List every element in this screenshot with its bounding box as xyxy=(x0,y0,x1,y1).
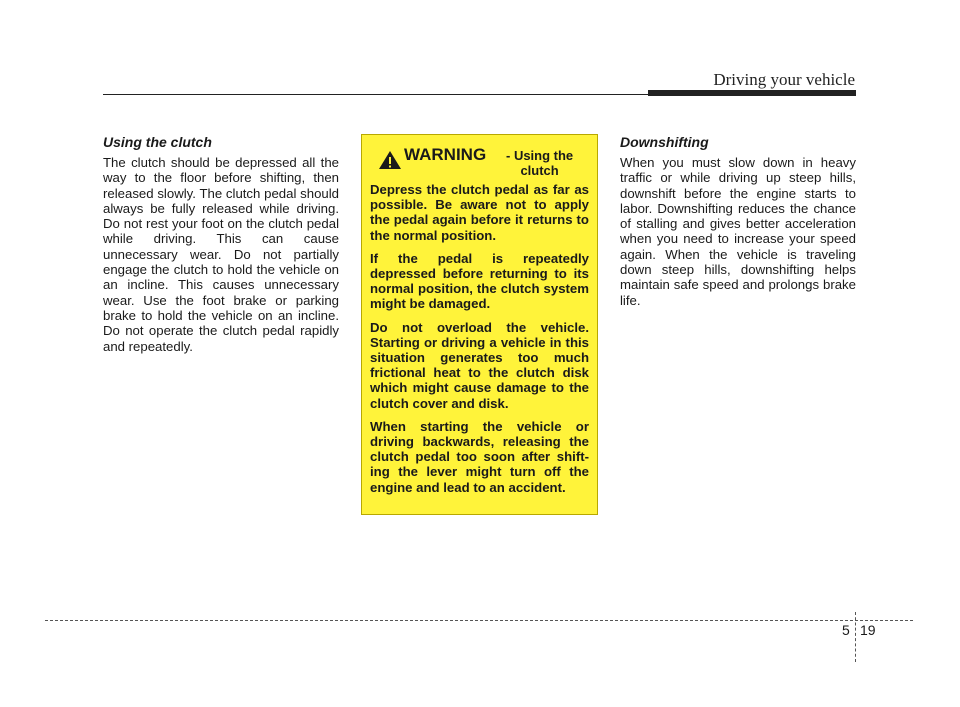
warning-box xyxy=(361,134,598,515)
section-title: Driving your vehicle xyxy=(713,70,855,89)
warning-subtitle: - Using the clutch xyxy=(506,148,574,178)
right-column xyxy=(620,134,856,308)
left-column xyxy=(103,134,339,354)
warning-header xyxy=(370,145,589,178)
footer-rule xyxy=(45,620,913,621)
warning-label: WARNING xyxy=(404,145,487,164)
warning-paragraph: Do not overload the vehicle. Starting or driving a vehicle in this situation generates too much frictional heat to the clutch disk which might cause damage to the clutch cover and disk. xyxy=(370,319,589,411)
chapter-number: 5 xyxy=(842,622,850,638)
page-number: 19 xyxy=(860,622,876,638)
using-the-clutch-heading: Using the clutch xyxy=(103,134,212,150)
downshifting-text: When you must slow down in heavy traffic or while driving up steep hills, downshift before the engine starts to labor. Downshifting reduces the chance of stalling and gives better acceleration when you need to increase your speed again. When the vehicle is traveling down steep hills, downshifting helps maintain safe speed and prolongs brake life. xyxy=(620,155,856,308)
warning-paragraph: Depress the clutch pedal as far as possible. Be aware not to apply the pedal again before it returns to the normal position. xyxy=(370,182,589,243)
warning-paragraph: When starting the vehicle or driving backwards, releasing the clutch pedal too soon after shift-ing the lever might turn off the engine and lead to an accident. xyxy=(370,418,589,495)
downshifting-heading: Downshifting xyxy=(620,134,709,150)
page-number-separator xyxy=(855,612,856,662)
warning-triangle-icon xyxy=(378,150,402,170)
using-the-clutch-text: The clutch should be depressed all the way to the floor before shifting, then released slowly. The clutch pedal should always be fully released while driving. Do not rest your foot on the clutch pedal while driving. This can cause unnecessary wear. Do not partially engage the clutch to hold the vehicle on an incline. This causes unnecessary wear. Use the foot brake or parking brake to hold the vehicle on an incline. Do not operate the clutch pedal rapidly and repeatedly. xyxy=(103,155,339,354)
warning-paragraph: If the pedal is repeatedly depressed before returning to its normal position, the clutch system might be damaged. xyxy=(370,250,589,312)
header-rule-accent xyxy=(648,90,856,96)
